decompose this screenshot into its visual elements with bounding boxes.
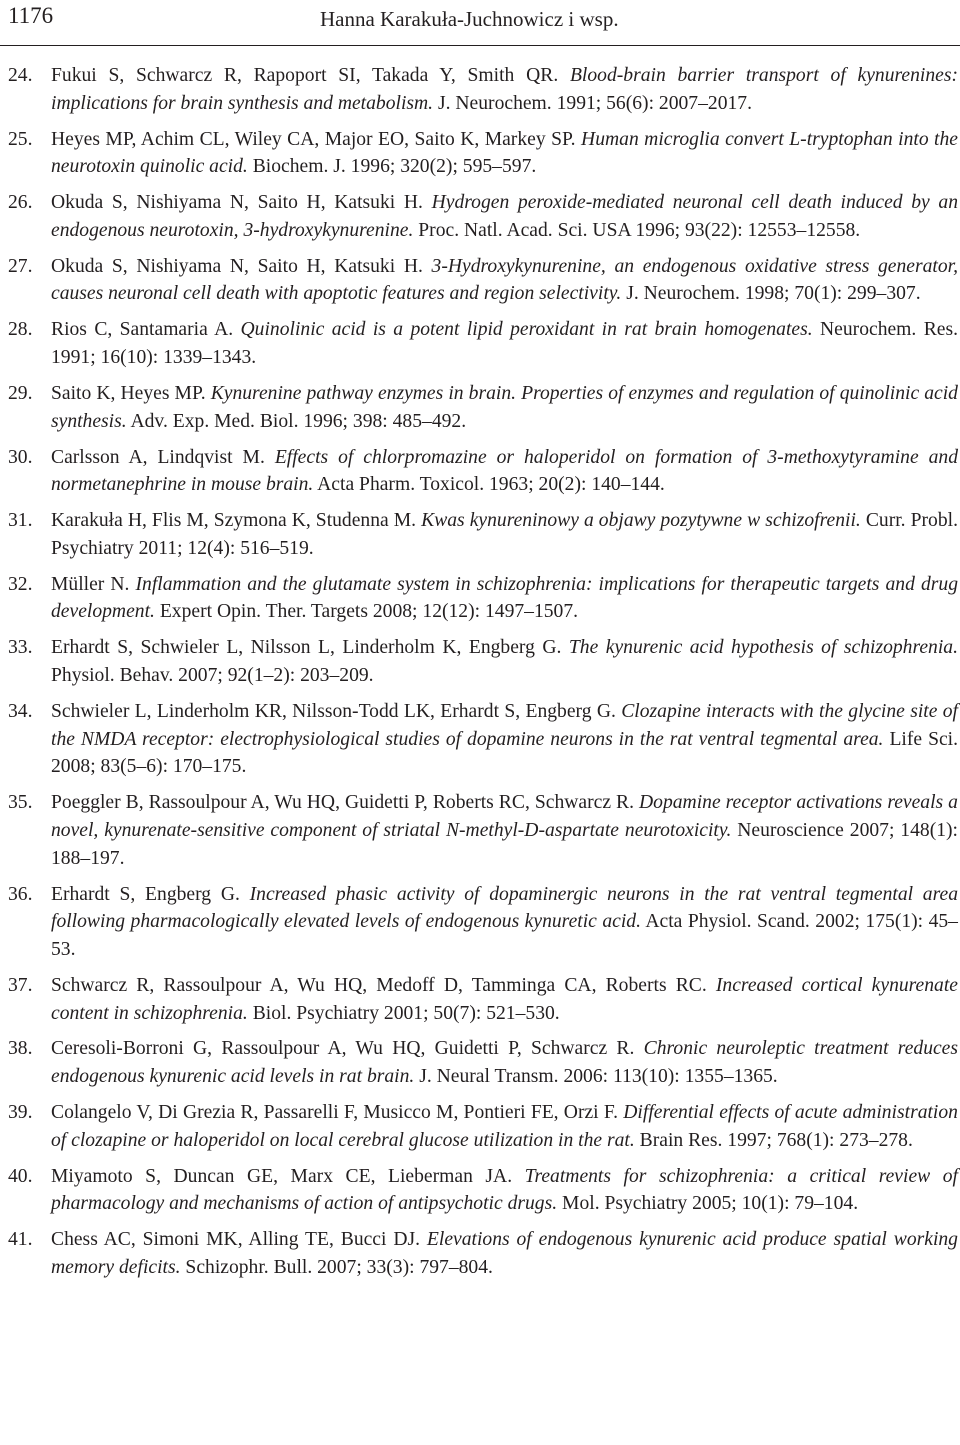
reference-number: 24. — [8, 65, 33, 86]
reference-source: Brain Res. 1997; 768(1): 273–278. — [639, 1129, 913, 1151]
reference-source: Neuroscience 2007; 148(1): 188–197. — [51, 819, 958, 869]
reference-source: Biochem. J. 1996; 320(2); 595–597. — [252, 156, 537, 178]
reference-authors: Heyes MP, Achim CL, Wiley CA, Major EO, Saito K, Markey SP. — [51, 128, 576, 150]
reference-number: 33. — [8, 637, 33, 659]
reference-item — [0, 316, 960, 371]
reference-title: Treatments for schizophrenia: a critical review of pharmacology and mechanisms of action of antipsychotic drugs. — [51, 1165, 958, 1215]
reference-authors: Poeggler B, Rassoulpour A, Wu HQ, Guidetti P, Roberts RC, Schwarcz R. — [51, 792, 634, 814]
reference-source: Life Sci. 2008; 83(5–6): 170–175. — [51, 728, 958, 778]
reference-item — [0, 253, 960, 308]
reference-source: Biol. Psychiatry 2001; 50(7): 521–530. — [252, 1002, 560, 1024]
reference-number: 41. — [8, 1229, 33, 1251]
reference-source: Acta Physiol. Scand. 2002; 175(1): 45–53. — [51, 911, 958, 960]
reference-number: 25. — [8, 128, 33, 150]
reference-source: J. Neural Transm. 2006: 113(10): 1355–1365. — [419, 1066, 778, 1088]
reference-title: Quinolinic acid is a potent lipid peroxidant in rat brain homogenates. — [240, 319, 813, 341]
reference-title: Clozapine interacts with the glycine site of the NMDA receptor: electrophysiological studies of dopamine neurons in the rat ventral tegmental area. — [51, 700, 958, 750]
reference-item — [0, 62, 960, 117]
reference-title: 3-Hydroxykynurenine, an endogenous oxidative stress generator, causes neuronal cell death with apoptotic features and region selectivity. — [51, 255, 958, 305]
header-rule — [0, 45, 960, 46]
reference-title: Human microglia convert L-tryptophan into the neurotoxin quinolic acid. — [51, 128, 958, 178]
reference-number: 26. — [8, 192, 33, 214]
reference-authors: Ceresoli-Borroni G, Rassoulpour A, Wu HQ, Guidetti P, Schwarcz R. — [51, 1038, 635, 1060]
reference-list — [0, 62, 960, 1290]
reference-source: Adv. Exp. Med. Biol. 1996; 398: 485–492. — [130, 410, 467, 432]
reference-number: 38. — [8, 1038, 33, 1060]
reference-number: 35. — [8, 792, 33, 814]
reference-title: Increased cortical kynurenate content in schizophrenia. — [51, 974, 958, 1024]
reference-number: 39. — [8, 1102, 33, 1124]
reference-title: The kynurenic acid hypothesis of schizophrenia. — [568, 637, 958, 659]
reference-item — [0, 1099, 960, 1154]
reference-title: Dopamine receptor activations reveals a novel, kynurenate-sensitive component of striatal N-methyl-D-aspartate neurotoxicity. — [51, 792, 958, 841]
reference-item — [0, 789, 960, 872]
reference-source: Expert Opin. Ther. Targets 2008; 12(12): 1497–1507. — [159, 601, 579, 623]
reference-item — [0, 1226, 960, 1281]
reference-number: 30. — [8, 446, 33, 468]
reference-authors: Schwieler L, Linderholm KR, Nilsson-Todd LK, Erhardt S, Engberg G. — [51, 700, 616, 722]
reference-source: Neurochem. Res. 1991; 16(10): 1339–1343. — [51, 319, 958, 369]
reference-item — [0, 698, 960, 781]
reference-authors: Okuda S, Nishiyama N, Saito H, Katsuki H. — [51, 255, 423, 277]
reference-title: Hydrogen peroxide-mediated neuronal cell death induced by an endogenous neurotoxin, 3-hydroxykynurenine. — [51, 192, 958, 241]
reference-number: 32. — [8, 573, 33, 595]
reference-item — [0, 444, 960, 499]
reference-authors: Miyamoto S, Duncan GE, Marx CE, Lieberman JA. — [51, 1165, 513, 1187]
reference-authors: Erhardt S, Engberg G. — [51, 883, 240, 905]
reference-source: Schizophr. Bull. 2007; 33(3): 797–804. — [185, 1256, 493, 1278]
reference-authors: Okuda S, Nishiyama N, Saito H, Katsuki H. — [51, 192, 423, 214]
reference-title: Kwas kynureninowy a objawy pozytywne w schizofrenii. — [421, 510, 861, 532]
reference-item — [0, 507, 960, 562]
reference-item — [0, 972, 960, 1027]
reference-authors: Erhardt S, Schwieler L, Nilsson L, Linderholm K, Engberg G. — [51, 637, 562, 659]
reference-item — [0, 1035, 960, 1090]
reference-item — [0, 126, 960, 181]
reference-title: Inflammation and the glutamate system in schizophrenia: implications for therapeutic targets and drug development. — [51, 573, 958, 623]
reference-source: Proc. Natl. Acad. Sci. USA 1996; 93(22): 12553–12558. — [418, 219, 861, 241]
reference-authors: Schwarcz R, Rassoulpour A, Wu HQ, Medoff D, Tamminga CA, Roberts RC. — [51, 974, 707, 996]
page-header — [8, 2, 952, 34]
reference-source: Acta Pharm. Toxicol. 1963; 20(2): 140–144. — [317, 474, 665, 496]
reference-authors: Colangelo V, Di Grezia R, Passarelli F, Musicco M, Pontieri FE, Orzi F. — [51, 1102, 619, 1124]
reference-source: Physiol. Behav. 2007; 92(1–2): 203–209. — [51, 665, 374, 687]
reference-title: Effects of chlorpromazine or haloperidol on formation of 3-methoxytyramine and normetanephrine in mouse brain. — [51, 446, 958, 496]
reference-title: Elevations of endogenous kynurenic acid produce spatial working memory deficits. — [51, 1229, 958, 1278]
reference-number: 37. — [8, 974, 33, 996]
reference-authors: Karakuła H, Flis M, Szymona K, Studenna M. — [51, 510, 417, 532]
reference-source: Curr. Probl. Psychiatry 2011; 12(4): 516–519. — [51, 510, 958, 559]
reference-authors: Müller N. — [51, 573, 130, 595]
reference-authors: Fukui S, Schwarcz R, Rapoport SI, Takada Y, Smith QR. — [51, 65, 559, 86]
reference-title: Kynurenine pathway enzymes in brain. Properties of enzymes and regulation of quinolinic acid synthesis. — [51, 382, 958, 432]
reference-item — [0, 380, 960, 435]
reference-number: 27. — [8, 255, 33, 277]
reference-number: 34. — [8, 700, 33, 722]
reference-item — [0, 571, 960, 626]
reference-title: Differential effects of acute administration of clozapine or haloperidol on local cerebral glucose utilization in the rat. — [51, 1102, 958, 1151]
reference-number: 36. — [8, 883, 33, 905]
reference-title: Chronic neuroleptic treatment reduces endogenous kynurenic acid levels in rat brain. — [51, 1038, 959, 1088]
reference-number: 31. — [8, 510, 33, 532]
reference-source: Mol. Psychiatry 2005; 10(1): 79–104. — [562, 1193, 859, 1215]
reference-title: Blood-brain barrier transport of kynurenines: implications for brain synthesis and metabolism. — [51, 65, 958, 114]
reference-item — [0, 1163, 960, 1218]
page-number: 1176 — [8, 3, 54, 28]
reference-item — [0, 189, 960, 244]
reference-authors: Rios C, Santamaria A. — [51, 319, 234, 341]
reference-authors: Saito K, Heyes MP. — [51, 382, 206, 404]
running-head: Hanna Karakuła-Juchnowicz i wsp. — [320, 7, 619, 31]
reference-item — [0, 634, 960, 689]
reference-number: 29. — [8, 382, 33, 404]
reference-number: 40. — [8, 1165, 33, 1187]
reference-authors: Carlsson A, Lindqvist M. — [51, 446, 265, 468]
reference-title: Increased phasic activity of dopaminergic neurons in the rat ventral tegmental area following pharmacologically elevated levels of endogenous kynuretic acid. — [51, 883, 958, 933]
reference-number: 28. — [8, 319, 33, 341]
reference-source: J. Neurochem. 1991; 56(6): 2007–2017. — [437, 92, 752, 114]
reference-authors: Chess AC, Simoni MK, Alling TE, Bucci DJ. — [51, 1229, 421, 1251]
reference-source: J. Neurochem. 1998; 70(1): 299–307. — [626, 283, 921, 305]
reference-item — [0, 881, 960, 964]
